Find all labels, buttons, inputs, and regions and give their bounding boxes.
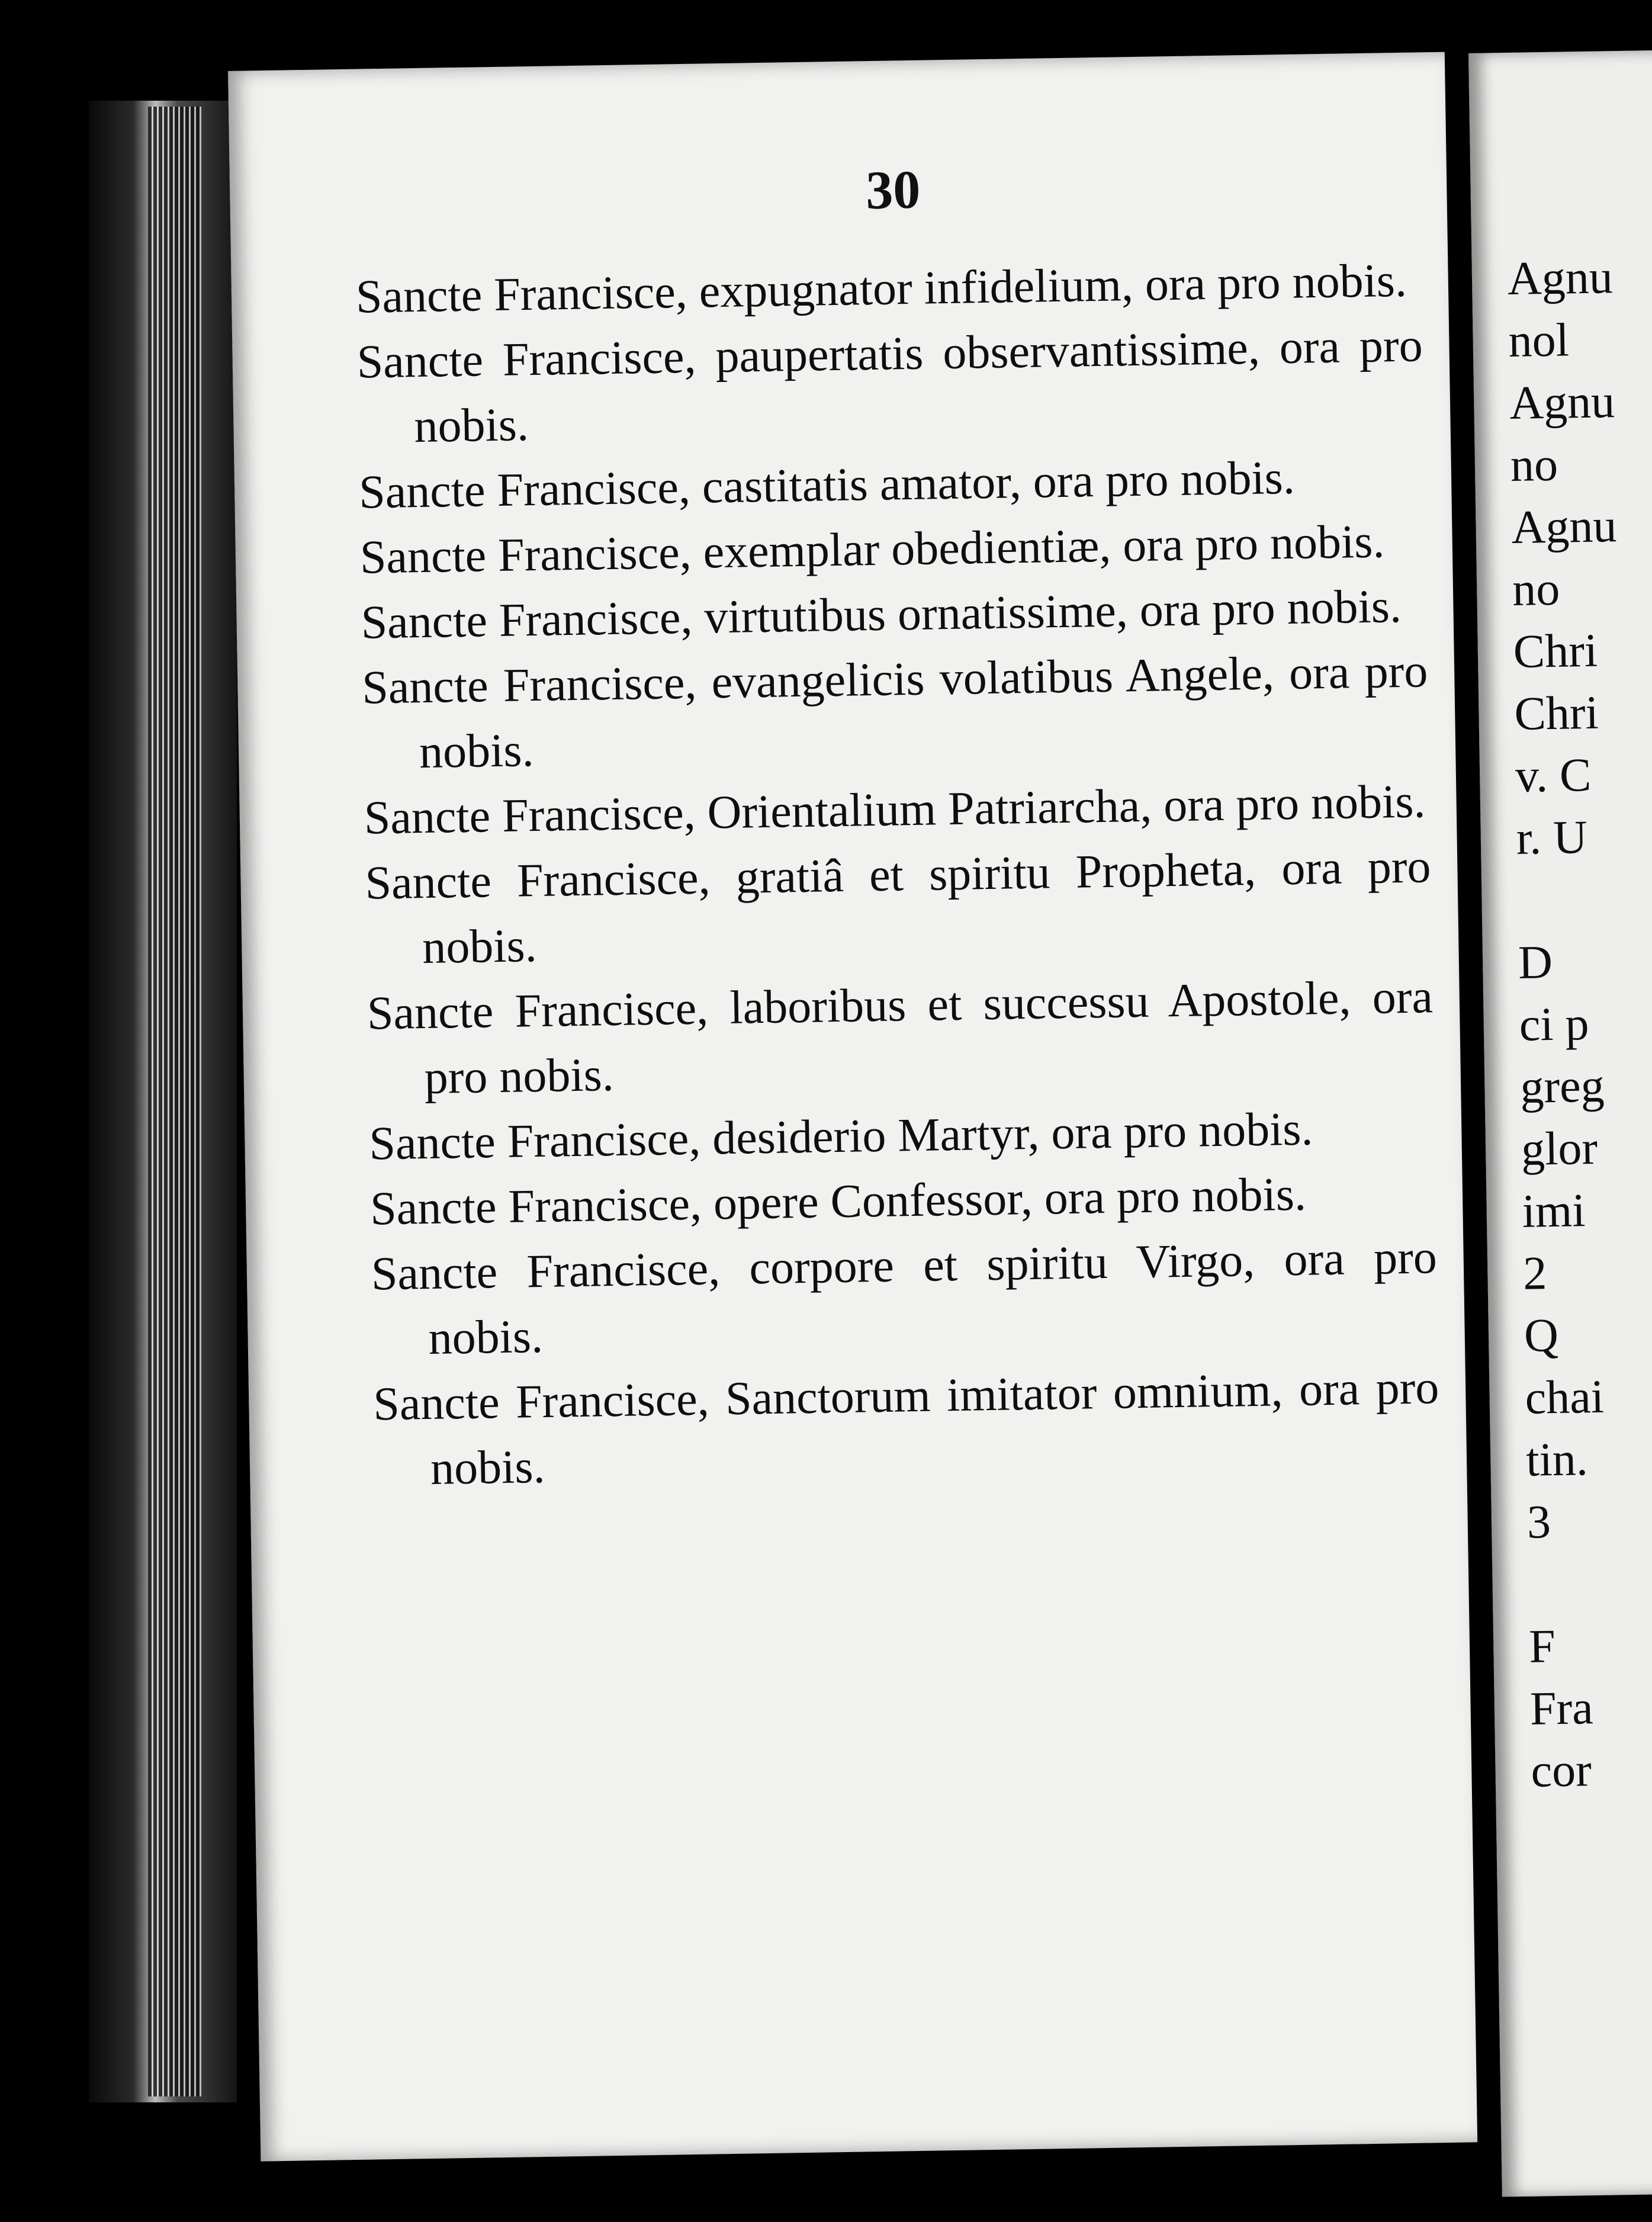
right-page-text (1507, 245, 1652, 1803)
right-line: v. C (1515, 749, 1592, 802)
litany-entry: Sancte Francisce, laboribus et successu Apostole, ora pro nobis. (367, 971, 1434, 1104)
right-line: ci p (1519, 998, 1590, 1051)
right-line: cor (1530, 1744, 1592, 1797)
right-line: Chri (1513, 686, 1599, 740)
litany-entry: Sancte Francisce, virtutibus ornatissime, ora pro nobis. (360, 580, 1402, 649)
page-edges (148, 107, 201, 2096)
litany-entry: Sancte Francisce, expugnator infidelium, ora pro nobis. (355, 254, 1407, 323)
right-line: F (1528, 1620, 1556, 1673)
right-line: no (1512, 563, 1560, 616)
litany-text (355, 248, 1441, 1502)
right-line: tin. (1525, 1433, 1589, 1486)
litany-entry: Sancte Francisce, opere Confessor, ora pro nobis. (369, 1168, 1307, 1235)
litany-entry: Sancte Francisce, corpore et spiritu Virgo, ora pro nobis. (371, 1231, 1438, 1364)
litany-entry: Sancte Francisce, paupertatis observantissime, ora pro nobis. (356, 319, 1423, 453)
litany-entry: Sancte Francisce, desiderio Martyr, ora pro nobis. (368, 1103, 1314, 1170)
litany-entry: Sancte Francisce, evangelicis volatibus Angele, ora pro nobis. (361, 645, 1428, 779)
right-line: Q (1524, 1309, 1559, 1362)
litany-entry: Sancte Francisce, Orientalium Patriarcha, ora pro nobis. (364, 775, 1426, 845)
right-line: Agnu (1507, 251, 1614, 306)
right-line (1517, 867, 1652, 932)
right-line: Agnu (1509, 375, 1615, 429)
right-line: imi (1522, 1184, 1586, 1238)
right-line: Chri (1513, 624, 1598, 678)
litany-entry: Sancte Francisce, gratiâ et spiritu Propheta, ora pro nobis. (364, 840, 1432, 974)
right-line: chai (1524, 1370, 1605, 1424)
right-line: r. U (1516, 811, 1588, 865)
right-line: Fra (1529, 1682, 1594, 1735)
litany-entry: Sancte Francisce, exemplar obedientiæ, ora pro nobis. (359, 515, 1386, 584)
right-line: 3 (1526, 1496, 1551, 1549)
page-number: 30 (865, 159, 921, 221)
right-line: 2 (1522, 1247, 1548, 1300)
right-line: D (1518, 936, 1553, 989)
litany-entry: Sancte Francisce, Sanctorum imitator omnium, ora pro nobis. (372, 1362, 1439, 1495)
right-page (1468, 50, 1652, 2197)
right-line (1528, 1550, 1652, 1616)
right-line: glor (1521, 1122, 1598, 1176)
right-line: nol (1508, 314, 1570, 367)
right-line: no (1510, 438, 1558, 492)
right-line: Agnu (1510, 500, 1618, 554)
left-page (228, 52, 1477, 2162)
litany-entry: Sancte Francisce, castitatis amator, ora pro nobis. (358, 451, 1296, 519)
right-line: greg (1519, 1059, 1605, 1113)
